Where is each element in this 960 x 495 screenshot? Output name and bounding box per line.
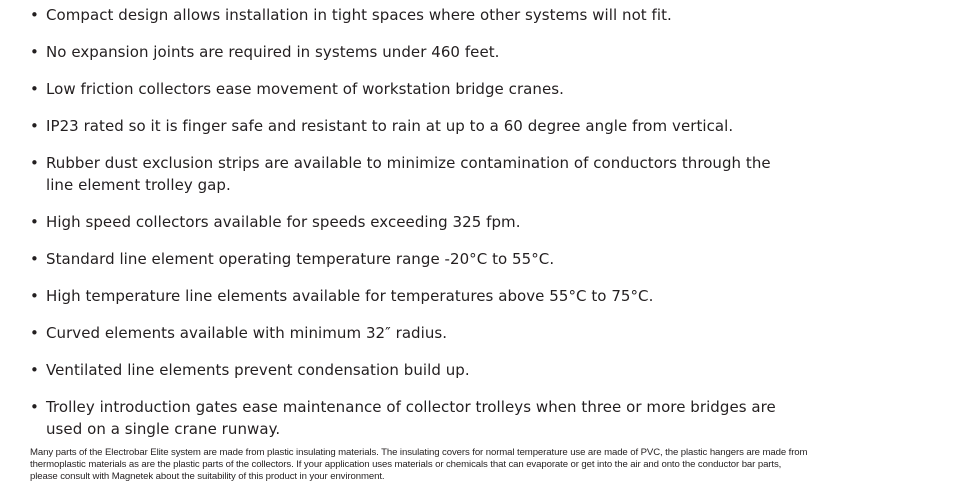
footnote-text: Many parts of the Electrobar Elite system are made from plastic insulating materials. The insulating covers for normal temperature use are made of PVC, the plastic hangers are made from thermoplastic materials as are the plastic parts of the collectors. If your application uses materials or chemicals that can evaporate or get into the air and onto the conductor bar parts, please consult with Magnetek about the suitability of this product in your environment.: [30, 447, 808, 482]
feature-item: [30, 115, 790, 137]
bullet-icon: •: [30, 6, 39, 24]
feature-text: High temperature line elements available for temperatures above 55°C to 75°C.: [46, 287, 654, 305]
bullet-icon: •: [30, 43, 39, 61]
bullet-icon: •: [30, 154, 39, 172]
feature-item: [30, 41, 790, 63]
bullet-icon: •: [30, 80, 39, 98]
feature-text: IP23 rated so it is finger safe and resistant to rain at up to a 60 degree angle from vertical.: [46, 117, 734, 135]
feature-item: [30, 359, 790, 381]
feature-text: Low friction collectors ease movement of workstation bridge cranes.: [46, 80, 564, 98]
bullet-icon: •: [30, 213, 39, 231]
feature-text: Curved elements available with minimum 32″ radius.: [46, 324, 448, 342]
bullet-icon: •: [30, 250, 39, 268]
bullet-icon: •: [30, 287, 39, 305]
bullet-icon: •: [30, 361, 39, 379]
feature-list: [30, 4, 790, 455]
feature-item: [30, 4, 790, 26]
feature-text: No expansion joints are required in systems under 460 feet.: [46, 43, 500, 61]
feature-item: [30, 152, 790, 196]
feature-text: Standard line element operating temperature range -20°C to 55°C.: [46, 250, 555, 268]
feature-text: High speed collectors available for speeds exceeding 325 fpm.: [46, 213, 521, 231]
feature-text: Compact design allows installation in tight spaces where other systems will not fit.: [46, 6, 672, 24]
bullet-icon: •: [30, 398, 39, 416]
bullet-icon: •: [30, 117, 39, 135]
feature-text: Rubber dust exclusion strips are available to minimize contamination of conductors through the line element trolley gap.: [46, 154, 771, 194]
feature-item: [30, 211, 790, 233]
feature-text: Ventilated line elements prevent condensation build up.: [46, 361, 470, 379]
feature-item: [30, 396, 790, 440]
feature-item: [30, 285, 790, 307]
feature-item: [30, 248, 790, 270]
feature-text: Trolley introduction gates ease maintenance of collector trolleys when three or more bridges are used on a single crane runway.: [46, 398, 776, 438]
feature-item: [30, 78, 790, 100]
bullet-icon: •: [30, 324, 39, 342]
feature-item: [30, 322, 790, 344]
